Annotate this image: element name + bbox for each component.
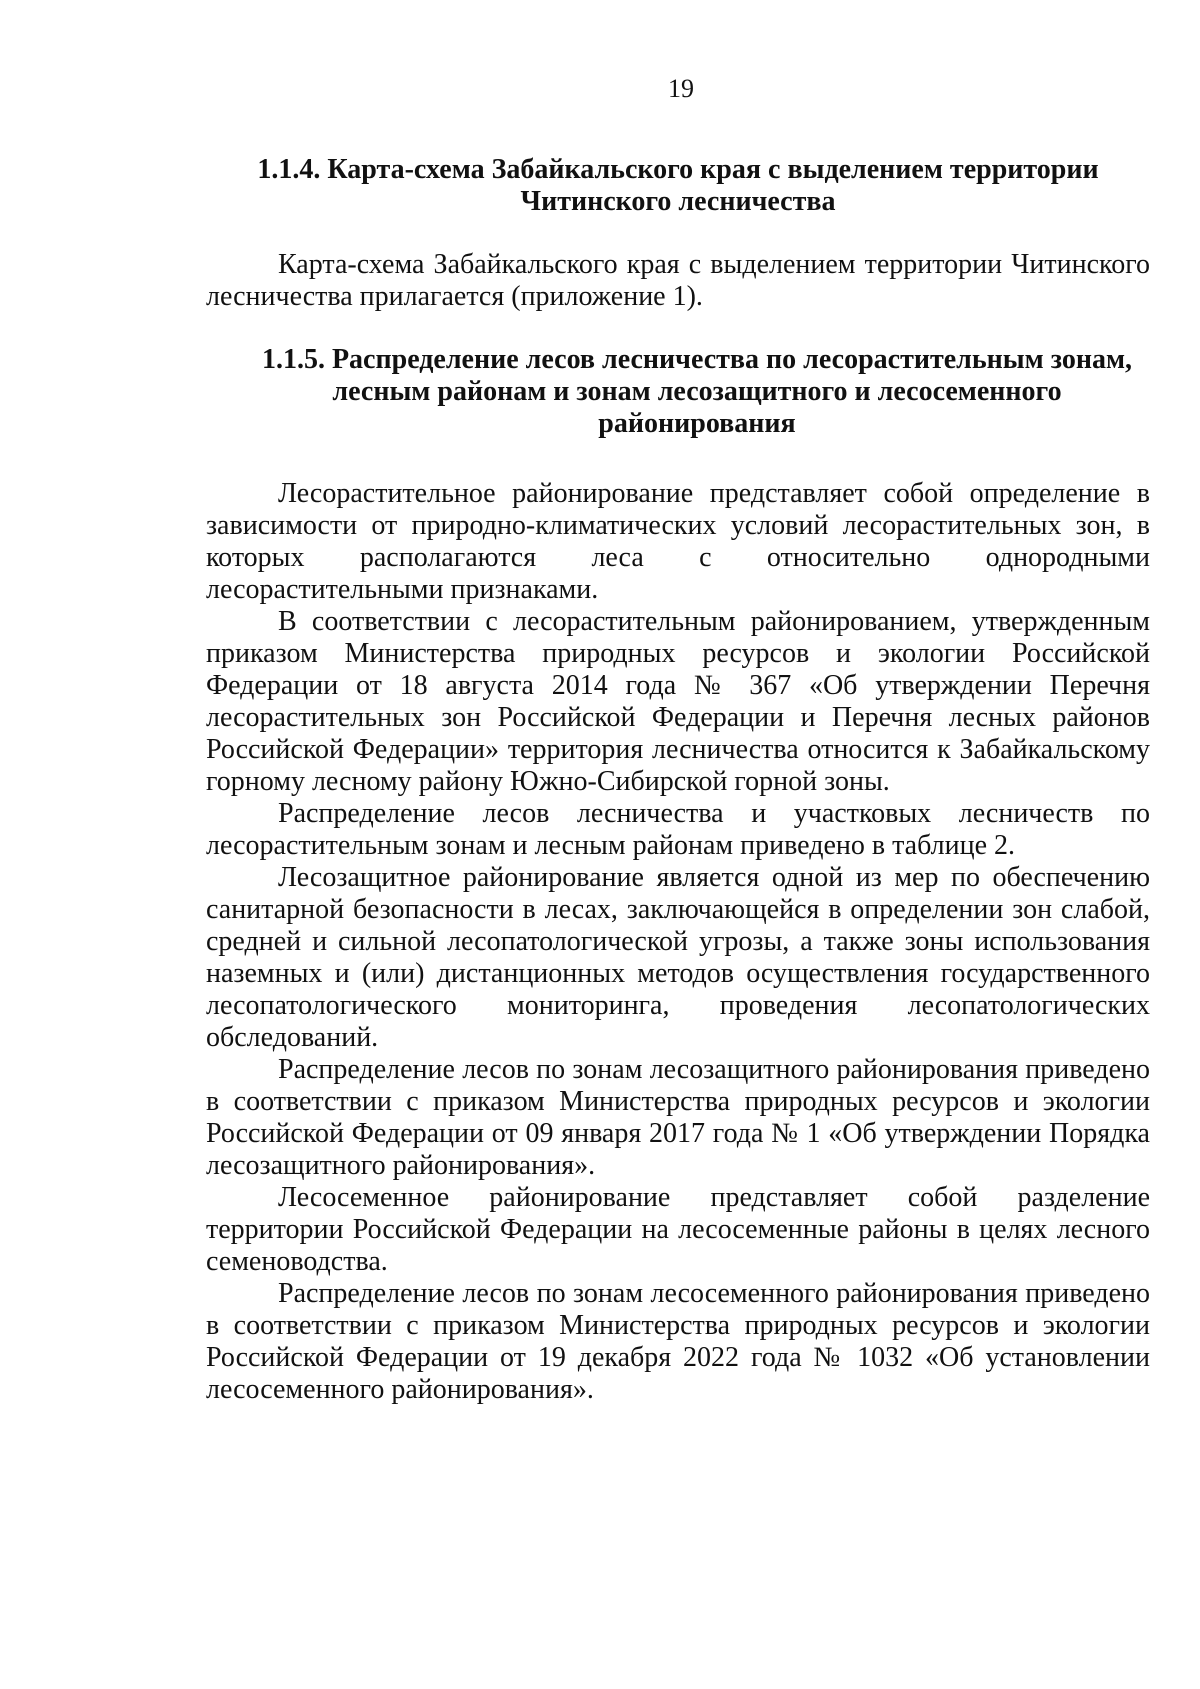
page-number: 19	[668, 74, 694, 103]
document-body	[206, 154, 1150, 1406]
paragraph-table-reference: Распределение лесов лесничества и участковых лесничеств по лесорастительным зонам и лесным районам приведено в таблице 2.	[206, 798, 1150, 861]
paragraph-order-1: Распределение лесов по зонам лесозащитного районирования приведено в соответствии с приказом Министерства природных ресурсов и экологии Российской Федерации от 09 января 2017 года № 1 «Об утверждении Порядка лесозащитного районирования».	[206, 1054, 1150, 1181]
paragraph-forest-protection-zoning: Лесозащитное районирование является одной из мер по обеспечению санитарной безопасности в лесах, заключающейся в определении зон слабой, средней и сильной лесопатологической угрозы, а также зоны использования наземных и (или) дистанционных методов осуществления государственного лесопатологического мониторинга, проведения лесопатологических обследований.	[206, 862, 1150, 1053]
paragraph-order-1032: Распределение лесов по зонам лесосеменного районирования приведено в соответствии с приказом Министерства природных ресурсов и экологии Российской Федерации от 19 декабря 2022 года № 1032 «Об установлении лесосеменного районирования».	[206, 1278, 1150, 1405]
section-1-1-4-text: Карта-схема Забайкальского края с выделением территории Читинского лесничества прилагается (приложение 1).	[206, 249, 1150, 312]
paragraph-forest-seed-zoning: Лесосеменное районирование представляет собой разделение территории Российской Федерации на лесосеменные районы в целях лесного семеноводства.	[206, 1182, 1150, 1277]
section-heading-1-1-5: 1.1.5. Распределение лесов лесничества по лесорастительным зонам, лесным районам и зонам лесозащитного и лесосеменного районирования	[261, 344, 1133, 439]
paragraph-order-367: В соответствии с лесорастительным районированием, утвержденным приказом Министерства природных ресурсов и экологии Российской Федерации от 18 августа 2014 года № 367 «Об утверждении Перечня лесорастительных зон Российской Федерации и Перечня лесных районов Российской Федерации» территория лесничества относится к Забайкальскому горному лесному району Южно-Сибирской горной зоны.	[206, 606, 1150, 797]
paragraph-forest-zoning: Лесорастительное районирование представляет собой определение в зависимости от природно-климатических условий лесорастительных зон, в которых располагаются леса с относительно однородными лесорастительными признаками.	[206, 478, 1150, 605]
section-heading-1-1-4: 1.1.4. Карта-схема Забайкальского края с выделением территории Читинского лесничества	[257, 154, 1099, 217]
